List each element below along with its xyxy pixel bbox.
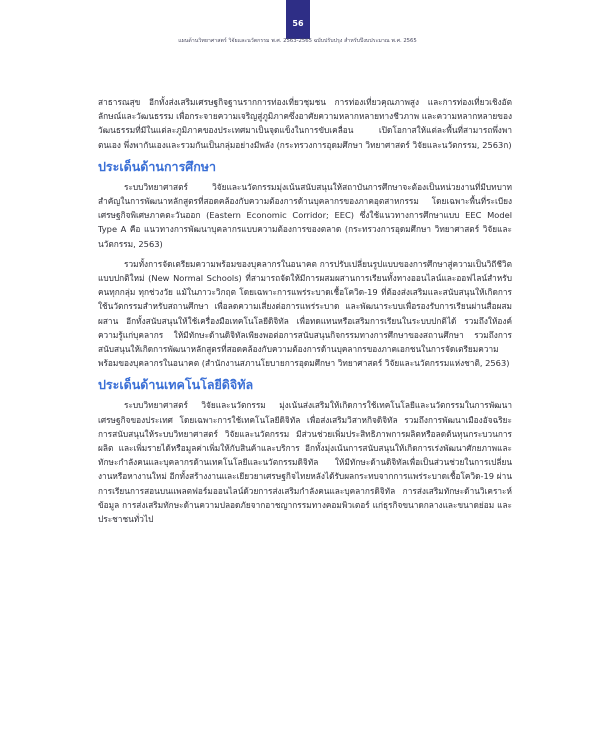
page-number-tab — [286, 0, 310, 39]
digital-technology-paragraph-1: ระบบวิทยาศาสตร์ วิจัยและนวัตกรรม มุ่งเน้นส่งเสริมให้เกิดการใช้เทคโนโลยีและนวัตกรรมในการพัฒนาเศรษฐกิจของประเทศ โดยเฉพาะการใช้เทคโนโลยีดิจิทัล เพื่อส่งเสริมวิสาหกิจดิจิทัล รวมถึงการพัฒนาเมืองอัจฉริยะ การสนับสนุนให้ระบบวิทยาศาสตร์ วิจัยและนวัตกรรม มีส่วนช่วยเพิ่มประสิทธิภาพการผลิตหรือลดต้นทุนกระบวนการผลิต และเพิ่มรายได้หรือมูลค่าเพิ่มให้กับสินค้าและบริการ อีกทั้งมุ่งเน้นการสนับสนุนให้เกิดการเร่งพัฒนาศักยภาพและทักษะกำลังคนและบุคลากรด้านเทคโนโลยีและนวัตกรรมดิจิทัล ให้มีทักษะด้านดิจิทัลเพื่อเป็นส่วนช่วยในการเปลี่ยนงานหรือหางานใหม่ อีกทั้งสร้างงานและเยียวยาเศรษฐกิจไทยหลังได้รับผลกระทบจากการแพร่ระบาดเชื้อโควิด-19 ผ่านการเรียนการสอนบนแพลตฟอร์มออนไลน์ด้วยการส่งเสริมกำลังคนและบุคลากรดิจิทัล การส่งเสริมทักษะด้านวิเคราะห์ข้อมูล การส่งเสริมทักษะด้านความปลอดภัยจากอาชญากรรมทางคอมพิวเตอร์ แก่ธุรกิจขนาดกลางและขนาดย่อม และประชาชนทั่วไป — [98, 400, 512, 525]
intro-paragraph: สาธารณสุข อีกทั้งส่งเสริมเศรษฐกิจฐานรากการท่องเที่ยวชุมชน การท่องเที่ยวคุณภาพสูง และการท่องเที่ยวเชิงอัตลักษณ์และวัฒนธรรม เพื่อกระจายความเจริญสู่ภูมิภาคซึ่งอาศัยความหลากหลายทางชีวภาพ และความหลากหลายของวัฒนธรรมที่มีในแต่ละภูมิภาคของประเทศมาเป็นจุดแข็งในการขับเคลื่อน เปิดโอกาสให้แต่ละพื้นที่สามารถพึ่งพาตนเอง พึ่งพากันเองและรวมกันเป็นกลุ่มอย่างมีพลัง (กระทรวงการอุดมศึกษา วิทยาศาสตร์ วิจัยและนวัตกรรม, 2563ก) — [98, 97, 512, 150]
section-heading-education: ประเด็นด้านการศึกษา — [98, 158, 217, 174]
section-heading-digital-technology: ประเด็นด้านเทคโนโลยีดิจิทัล — [98, 377, 254, 393]
document-body — [98, 95, 512, 532]
education-paragraph-1: ระบบวิทยาศาสตร์ วิจัยและนวัตกรรมมุ่งเน้นสนับสนุนให้สถาบันการศึกษาจะต้องเป็นหน่วยงานที่มีบทบาทสำคัญในการพัฒนาหลักสูตรที่สอดคล้องกับความต้องการด้านบุคลากรของภาคอุตสาหกรรม โดยเฉพาะพื้นที่ระเบียงเศรษฐกิจพิเศษภาคตะวันออก (Eastern Economic Corridor; EEC) ซึ่งใช้แนวทางการศึกษาแบบ EEC Model Type A คือ แนวทางการพัฒนาบุคลากรแบบความต้องการของตลาด (กระทรวงการอุดมศึกษา วิทยาศาสตร์ วิจัยและนวัตกรรม, 2563) — [98, 181, 512, 249]
page-number: 56 — [292, 19, 304, 28]
education-paragraph-2: รวมทั้งการจัดเตรียมความพร้อมของบุคลากรในอนาคต การปรับเปลี่ยนรูปแบบของการศึกษาสู่ความเป็นวิถีชีวิตแบบปกติใหม่ (New Normal Schools) ที่สามารถจัดให้มีการผสมผสานการเรียนทั้งทางออนไลน์และออฟไลน์สำหรับคนทุกกลุ่ม ทุกช่วงวัย แม้ในภาวะวิกฤต โดยเฉพาะการแพร่ระบาดเชื้อโควิด-19 ที่ต้องส่งเสริมและสนับสนุนให้เกิดการใช้นวัตกรรมสำหรับสถานศึกษา เพื่อลดความเสี่ยงต่อการแพร่ระบาด และพัฒนาระบบเพื่อรองรับการเรียนผ่านสื่อผสมผสาน อีกทั้งสนับสนุนให้ใช้เครื่องมือเทคโนโลยีดิจิทัล เพื่อทดแทนหรือเสริมการเรียนในระบบปกติได้ รวมถึงให้องค์ความรู้แก่บุคลากร ให้มีทักษะด้านดิจิทัลเพียงพอต่อการสนับสนุนกิจกรรมทางการศึกษาของสถานศึกษา รวมถึงการสนับสนุนให้เกิดการพัฒนาหลักสูตรที่สอดคล้องกับความต้องการด้านบุคลากรของภาคเอกชนในการจัดเตรียมความพร้อมของบุคลากรในอนาคต (สำนักงานสภานโยบายการอุดมศึกษา วิทยาศาสตร์ วิจัยและนวัตกรรมแห่งชาติ, 2563) — [98, 258, 512, 369]
running-header: แผนด้านวิทยาศาสตร์ วิจัยและนวัตกรรม พ.ศ. 2563-2565 ฉบับปรับปรุง สำหรับปีงบประมาณ พ.ศ. 2565 — [178, 38, 417, 44]
